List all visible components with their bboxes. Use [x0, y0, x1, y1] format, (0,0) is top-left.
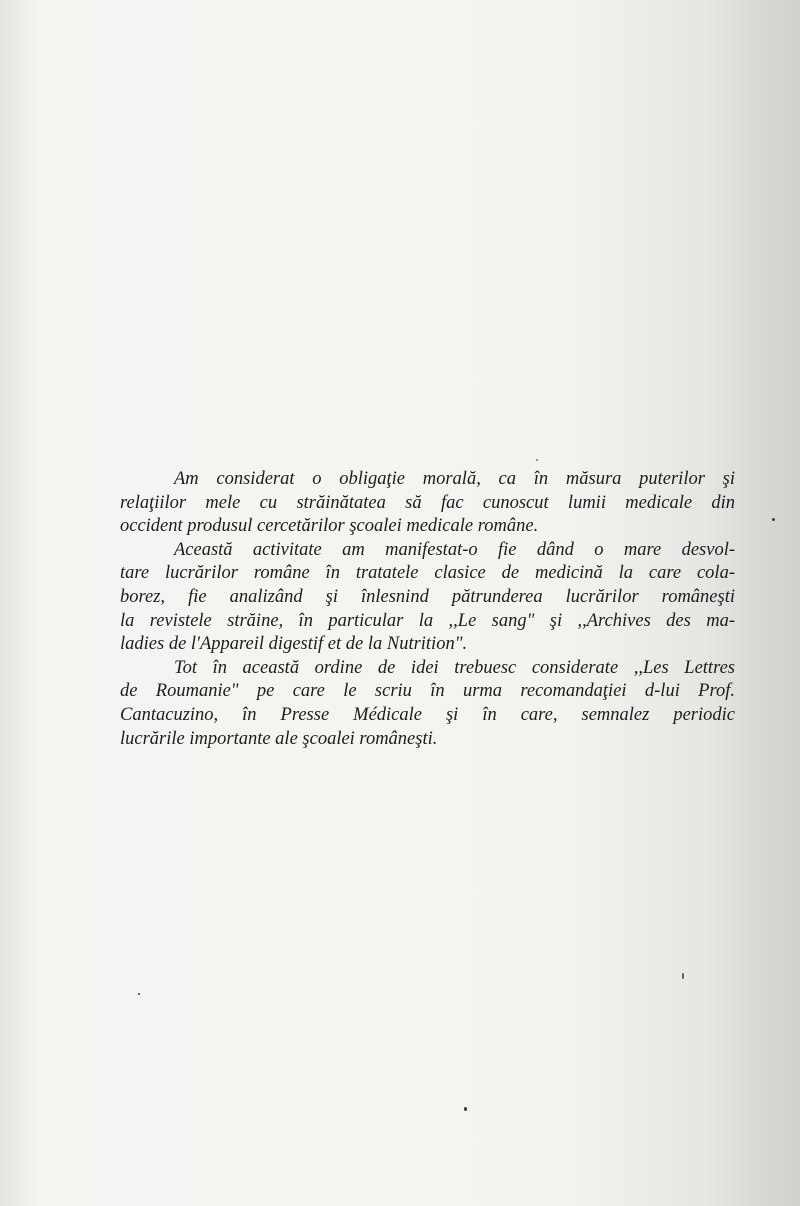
paragraph-2 [120, 539, 735, 657]
paragraph-3 [120, 657, 735, 751]
text-line: Această activitate am manifestat-o fie dând o mare desvol- [174, 539, 735, 560]
body-text [120, 468, 735, 751]
text-line: lucrările importante ale şcoalei româneşti. [120, 728, 438, 749]
scan-speck [138, 993, 140, 995]
text-line: tare lucrărilor române în tratatele clasice de medicină la care cola- [120, 563, 735, 584]
scan-speck [772, 518, 775, 521]
text-line: ladies de l'Appareil digestif et de la Nutrition". [120, 634, 468, 655]
scan-speck [536, 459, 538, 461]
scan-speck [464, 1107, 467, 1111]
page-edge-shadow [0, 0, 40, 1206]
text-line: Am considerat o obligaţie morală, ca în măsura puterilor şi [174, 469, 735, 489]
text-line: Tot în această ordine de idei trebuesc considerate ,,Les Lettres [174, 657, 735, 678]
text-line: Cantacuzino, în Presse Médicale şi în care, semnalez periodic [120, 704, 735, 725]
text-line: relaţiilor mele cu străinătatea să fac cunoscut lumii medicale din [120, 492, 735, 513]
scan-speck [682, 973, 684, 979]
paragraph-1 [120, 468, 735, 539]
text-line: borez, fie analizând şi înlesnind pătrunderea lucrărilor româneşti [120, 586, 735, 607]
text-line: occident produsul cercetărilor şcoalei medicale române. [120, 516, 539, 537]
text-line: la revistele străine, în particular la ,,Le sang" şi ,,Archives des ma- [120, 610, 735, 631]
text-line: de Roumanie" pe care le scriu în urma recomandaţiei d-lui Prof. [120, 681, 735, 702]
